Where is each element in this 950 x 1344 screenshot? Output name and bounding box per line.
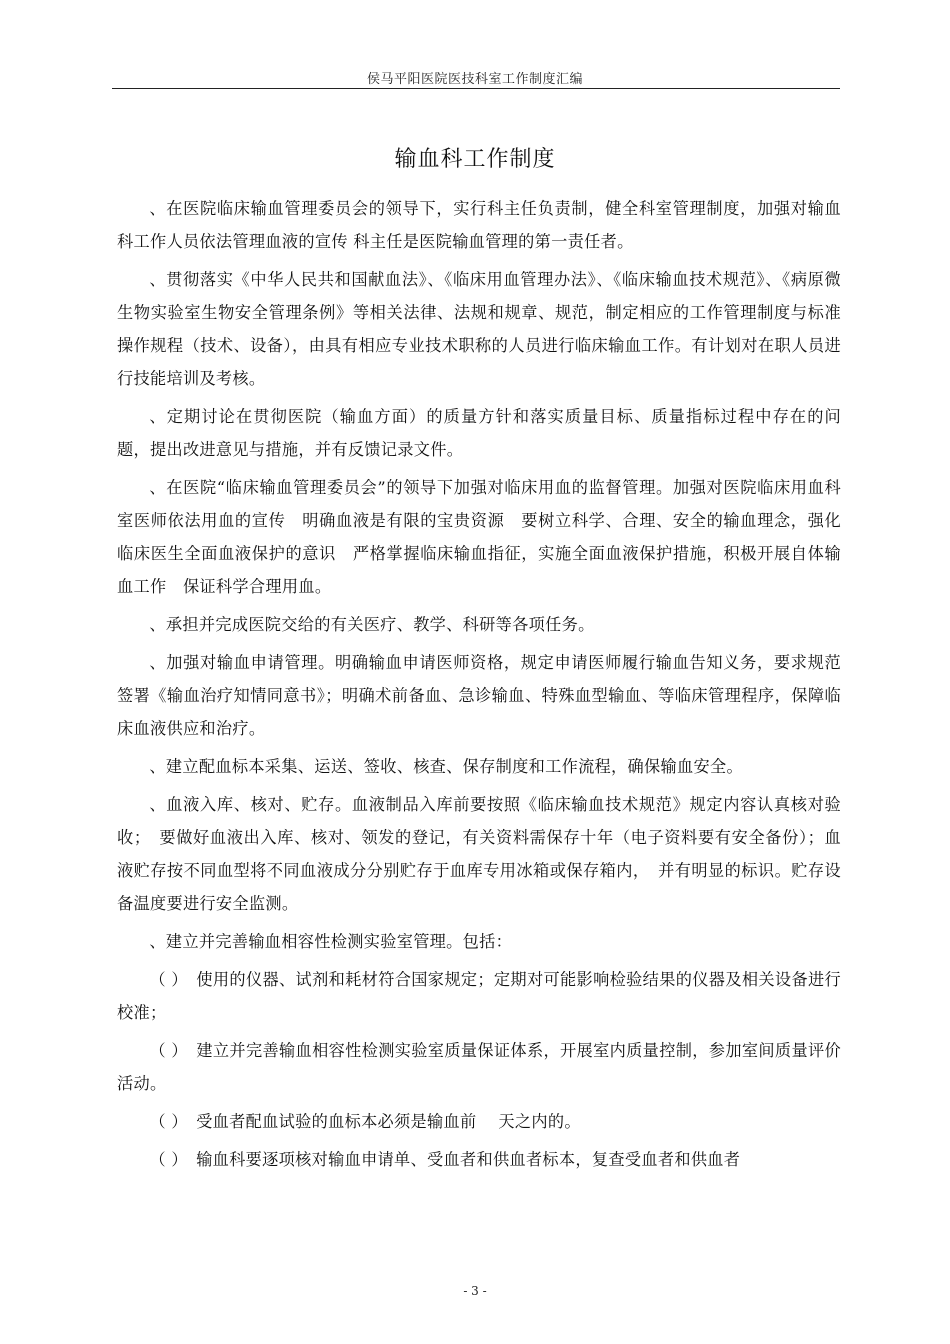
paragraph-2: 、贯彻落实《中华人民共和国献血法》、《临床用血管理办法》、《临床输血技术规范》、《病原微生物实验室生物安全管理条例》等相关法律、法规和规章、规范，制定相应的工作管理制度与标准操作规程（技术、设备），由具有相应专业技术职称的人员进行临床输血工作。有计划对在职人员进行技能培训及考核。	[117, 270, 841, 388]
paragraph-9: 、建立并完善输血相容性检测实验室管理。包括：	[149, 932, 513, 951]
paragraph-8: 、血液入库、核对、贮存。血液制品入库前要按照《临床输血技术规范》规定内容认真核对验收； 要做好血液出入库、核对、领发的登记，有关资料需保存十年（电子资料要有安全备份）；血液贮存按不同血型将不同血液成分分别贮存于血库专用冰箱或保存箱内， 并有明显的标识。贮存设备温度要进行安全监测。	[117, 795, 841, 913]
sub-item-1: （ ） 使用的仪器、试剂和耗材符合国家规定；定期对可能影响检验结果的仪器及相关设备进行校准；	[117, 970, 841, 1022]
header-divider	[112, 88, 840, 89]
paragraph-5: 、承担并完成医院交给的有关医疗、教学、科研等各项任务。	[149, 615, 595, 634]
paragraph-6: 、加强对输血申请管理。明确输血申请医师资格，规定申请医师履行输血告知义务，要求规范签署《输血治疗知情同意书》；明确术前备血、急诊输血、特殊血型输血、等临床管理程序，保障临床血液供应和治疗。	[117, 653, 841, 738]
document-body	[117, 192, 841, 1181]
paragraph-1: 、在医院临床输血管理委员会的领导下，实行科主任负责制，健全科室管理制度，加强对输血科工作人员依法管理血液的宣传 科主任是医院输血管理的第一责任者。	[117, 199, 841, 251]
sub-item-3: （ ） 受血者配血试验的血标本必须是输血前 天之内的。	[149, 1112, 581, 1131]
running-header: 侯马平阳医院医技科室工作制度汇编	[366, 72, 583, 87]
paragraph-7: 、建立配血标本采集、运送、签收、核查、保存制度和工作流程，确保输血安全。	[149, 757, 743, 776]
sub-item-4: （ ） 输血科要逐项核对输血申请单、受血者和供血者标本，复查受血者和供血者	[149, 1150, 741, 1169]
sub-item-2: （ ） 建立并完善输血相容性检测实验室质量保证体系，开展室内质量控制，参加室间质量评价活动。	[117, 1041, 841, 1093]
document-title: 输血科工作制度	[394, 147, 556, 172]
page-number: - 3 -	[463, 1284, 487, 1298]
paragraph-4: 、在医院“临床输血管理委员会”的领导下加强对临床用血的监督管理。加强对医院临床用血科室医师依法用血的宣传 明确血液是有限的宝贵资源 要树立科学、合理、安全的输血理念，强化临床医生全面血液保护的意识 严格掌握临床输血指征，实施全面血液保护措施，积极开展自体输血工作 保证科学合理用血。	[117, 478, 841, 596]
paragraph-3: 、定期讨论在贯彻医院（输血方面）的质量方针和落实质量目标、质量指标过程中存在的问题，提出改进意见与措施，并有反馈记录文件。	[117, 407, 841, 459]
